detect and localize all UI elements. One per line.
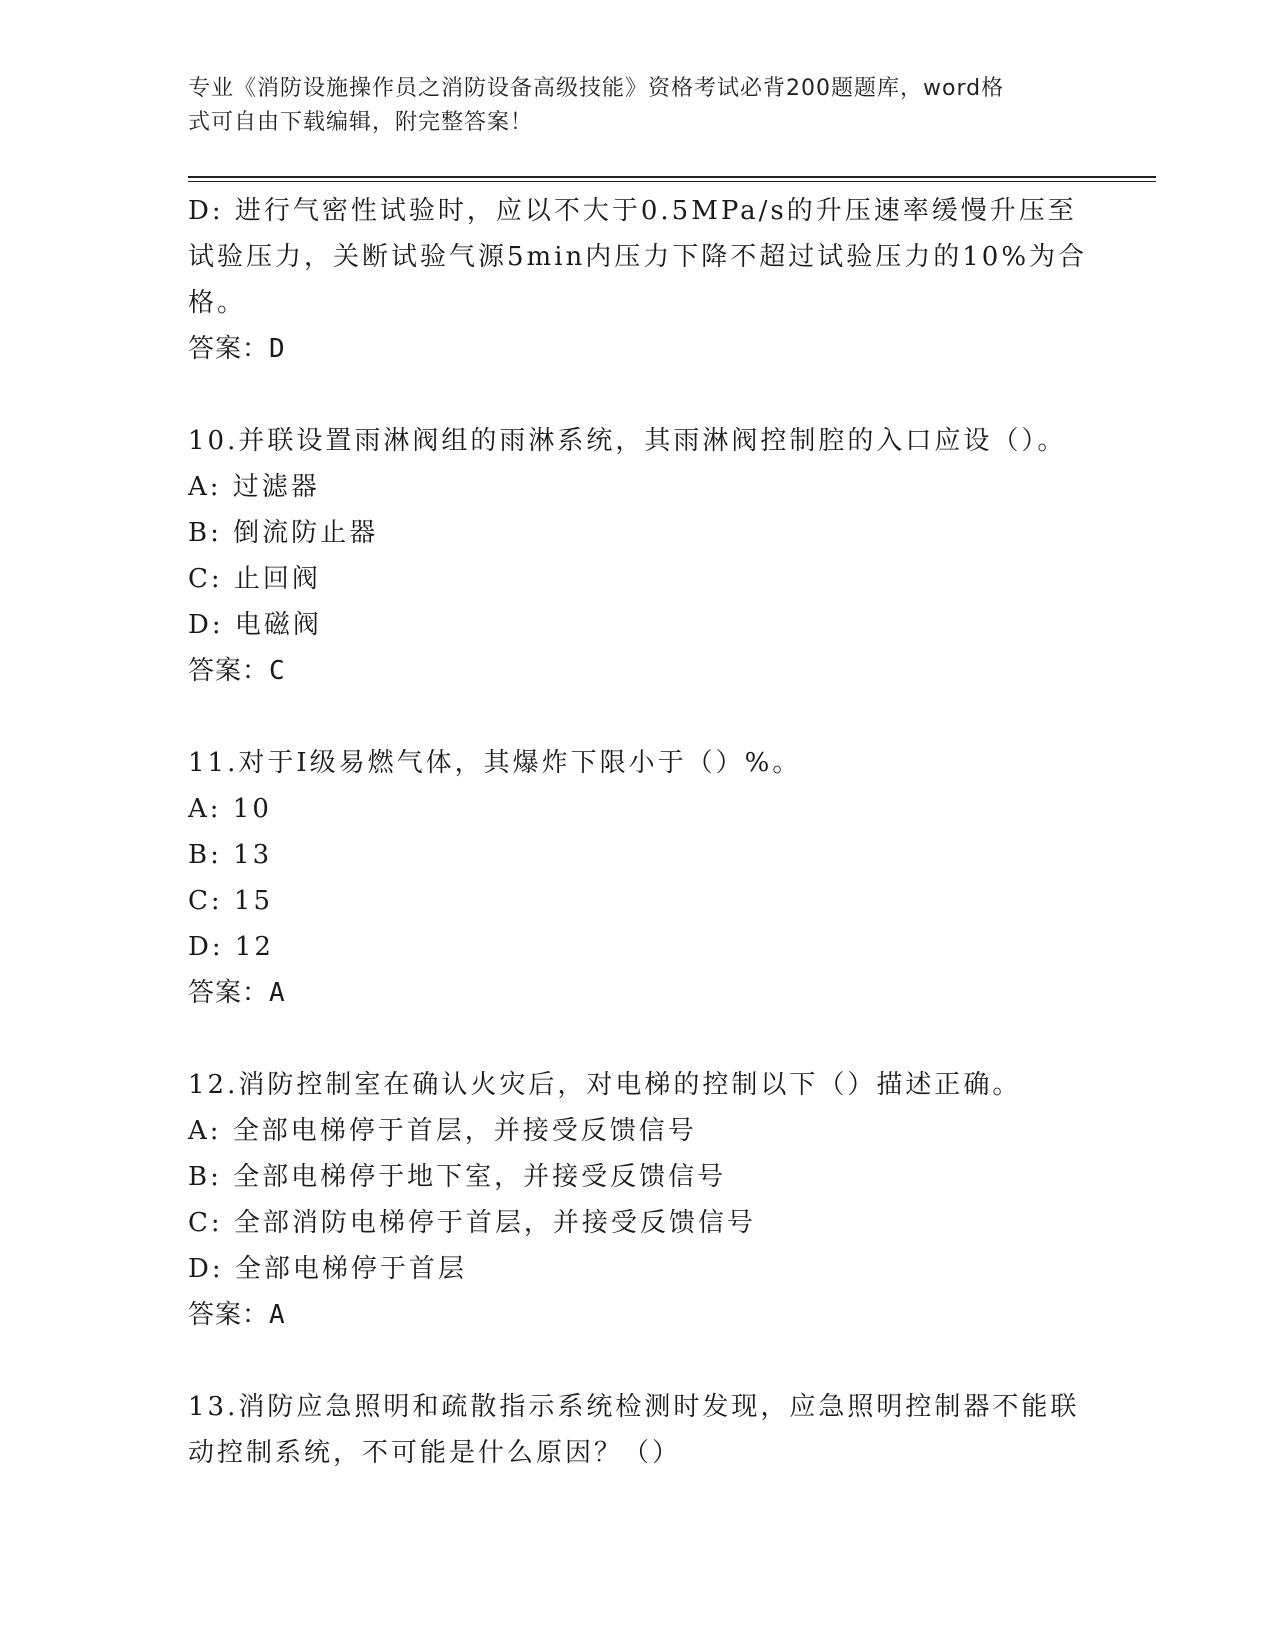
answer-label: 答案： <box>188 978 270 1008</box>
answer-line <box>188 648 1108 694</box>
answer-line <box>188 1292 1108 1338</box>
answer-value: A <box>269 978 286 1008</box>
option-c: C: 止回阀 <box>188 564 321 594</box>
option-d: D: 12 <box>188 932 274 962</box>
header-line-1: 专业《消防设施操作员之消防设备高级技能》资格考试必背200题题库，word格 <box>188 76 1005 101</box>
answer-line <box>188 326 1108 372</box>
question-10 <box>188 418 1108 694</box>
option-d: D: 全部电梯停于首层 <box>188 1254 467 1284</box>
question-stem-line-2: 动控制系统，不可能是什么原因？（） <box>188 1438 682 1468</box>
answer-line <box>188 970 1108 1016</box>
answer-label: 答案： <box>188 656 270 686</box>
option-a: A: 过滤器 <box>188 472 320 502</box>
header-rule-thin <box>188 181 1156 182</box>
answer-label: 答案： <box>188 334 270 364</box>
answer-value: A <box>269 1300 286 1330</box>
spacer <box>188 372 1108 418</box>
option-d: D: 电磁阀 <box>188 610 322 640</box>
spacer <box>188 1338 1108 1384</box>
answer-value: C <box>269 656 286 686</box>
option-b: B: 13 <box>188 840 273 870</box>
question-stem: 10.并联设置雨淋阀组的雨淋系统，其雨淋阀控制腔的入口应设（）。 <box>188 426 1067 456</box>
question-12 <box>188 1062 1108 1338</box>
option-c: C: 全部消防电梯停于首层，并接受反馈信号 <box>188 1208 756 1238</box>
answer-label: 答案： <box>188 1300 270 1330</box>
question-stem: 11.对于Ⅰ级易燃气体，其爆炸下限小于（）%。 <box>188 748 802 778</box>
option-b: B: 倒流防止器 <box>188 518 379 548</box>
header-rule-thick <box>188 176 1156 178</box>
question-stem-line-1: 13.消防应急照明和疏散指示系统检测时发现，应急照明控制器不能联 <box>188 1392 1080 1422</box>
document-header <box>188 72 1088 140</box>
spacer <box>188 694 1108 740</box>
option-b: B: 全部电梯停于地下室，并接受反馈信号 <box>188 1162 727 1192</box>
spacer <box>188 1016 1108 1062</box>
answer-value: D <box>269 334 286 364</box>
option-c: C: 15 <box>188 886 274 916</box>
option-d-line-3: 格。 <box>188 288 247 318</box>
option-a: A: 10 <box>188 794 272 824</box>
option-d-line-1: D: 进行气密性试验时，应以不大于0.5MPa/s的升压速率缓慢升压至 <box>188 196 1077 226</box>
question-13 <box>188 1384 1108 1476</box>
header-line-2: 式可自由下载编辑，附完整答案！ <box>188 110 534 135</box>
question-stem: 12.消防控制室在确认火灾后，对电梯的控制以下（）描述正确。 <box>188 1070 1022 1100</box>
carryover-block <box>188 188 1108 372</box>
option-a: A: 全部电梯停于首层，并接受反馈信号 <box>188 1116 697 1146</box>
question-content <box>188 188 1108 1476</box>
question-11 <box>188 740 1108 1016</box>
option-d-line-2: 试验压力，关断试验气源5min内压力下降不超过试验压力的10%为合 <box>188 242 1088 272</box>
